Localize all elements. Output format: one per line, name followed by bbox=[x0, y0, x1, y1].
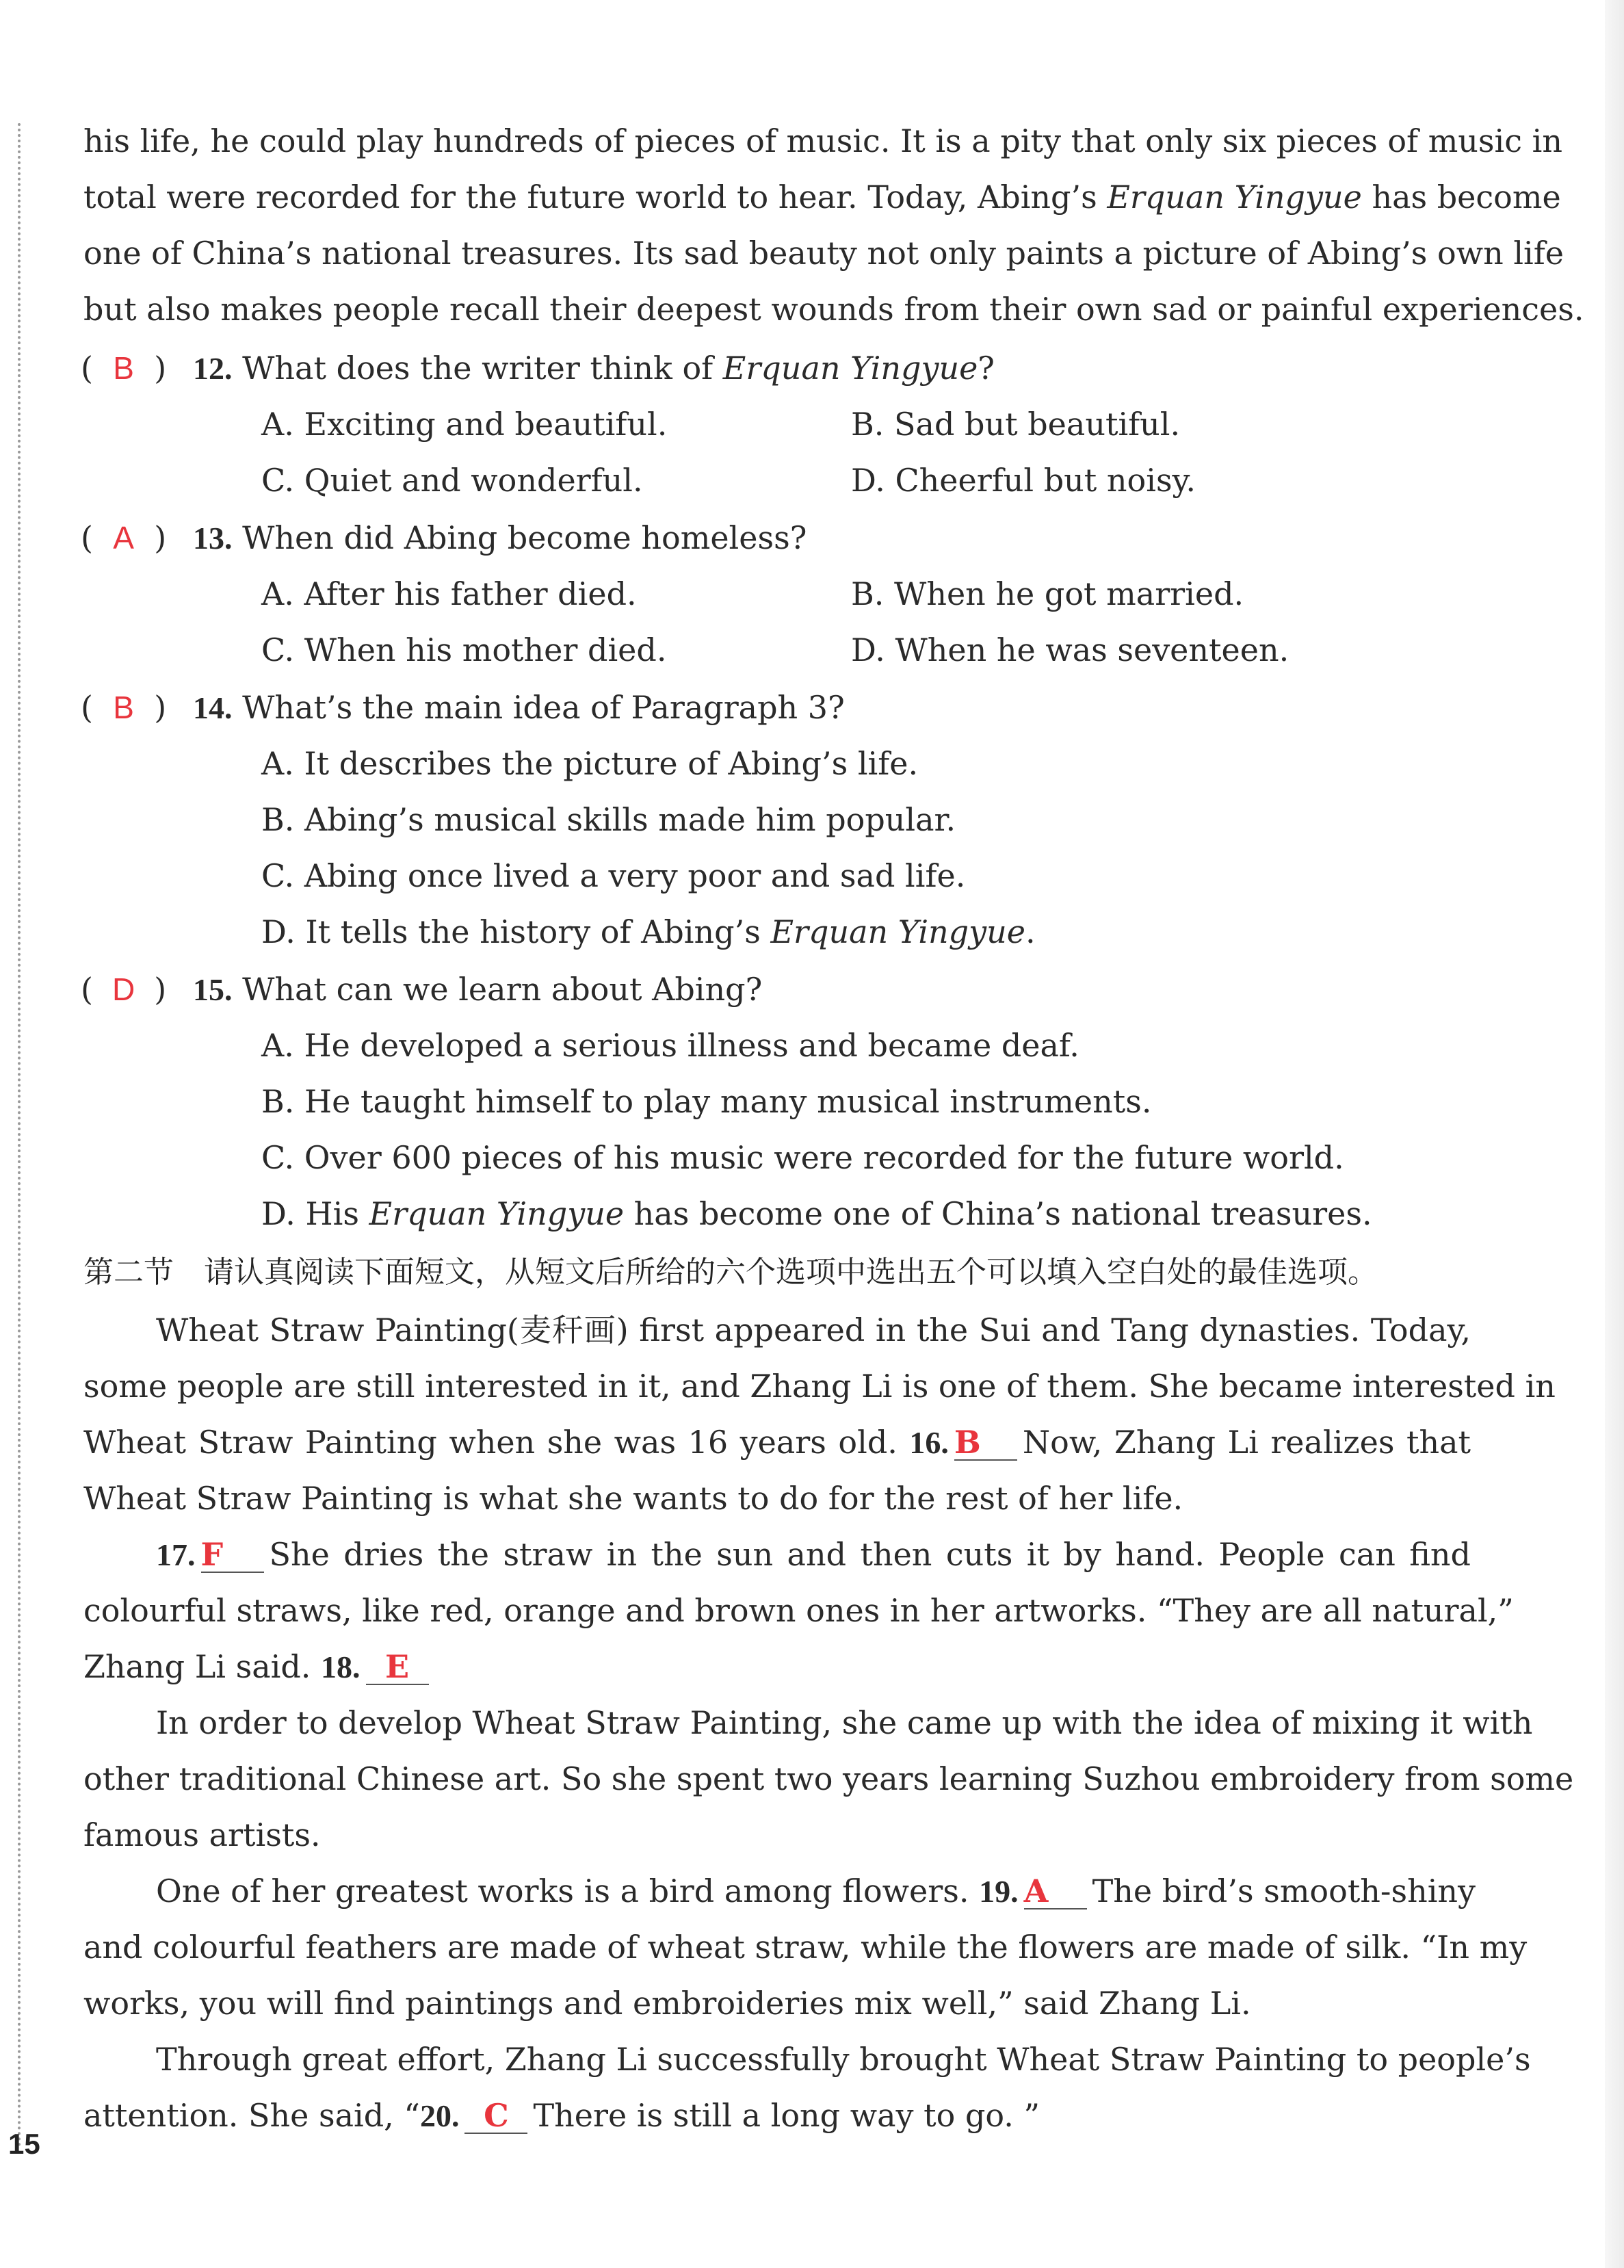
passage-line: Through great effort, Zhang Li successfully brought Wheat Straw Painting to people’s bbox=[156, 2041, 1531, 2078]
passage-line: and colourful feathers are made of wheat straw, while the flowers are made of silk. “In my bbox=[83, 1929, 1528, 1966]
option-d bbox=[261, 1193, 1372, 1234]
passage-line bbox=[83, 1422, 1471, 1463]
page-number: 15 bbox=[8, 2128, 40, 2160]
question-stem: When did Abing become homeless? bbox=[242, 519, 807, 556]
option-d bbox=[261, 911, 1036, 952]
passage-line bbox=[156, 1871, 1476, 1912]
option-d-italic: Erquan Yingyue bbox=[369, 1195, 625, 1232]
option-a: A. Exciting and beautiful. bbox=[261, 406, 668, 443]
blank-17: F bbox=[201, 1537, 264, 1573]
question-12 bbox=[193, 348, 995, 389]
passage-line bbox=[83, 1646, 1471, 1688]
passage-line: one of China’s national treasures. Its sad beauty not only paints a picture of Abing’s own life bbox=[83, 235, 1564, 272]
option-a: A. After his father died. bbox=[261, 575, 637, 612]
option-c: C. Over 600 pieces of his music were recorded for the future world. bbox=[261, 1139, 1344, 1176]
binding-margin-line bbox=[18, 123, 21, 2148]
blank-number-20: 20. bbox=[419, 2098, 460, 2133]
question-stem: What does the writer think of bbox=[242, 350, 723, 387]
text-run: Wheat Straw Painting when she was 16 years old. bbox=[83, 1424, 898, 1461]
option-d-text: D. It tells the history of Abing’s bbox=[261, 913, 771, 950]
music-title: Erquan Yingyue bbox=[1107, 179, 1362, 216]
answer-14: B bbox=[113, 690, 134, 725]
option-a: A. It describes the picture of Abing’s life. bbox=[261, 745, 919, 782]
question-number: 15. bbox=[193, 972, 233, 1007]
option-b: B. When he got married. bbox=[851, 575, 1244, 612]
passage-line: Wheat Straw Painting is what she wants to do for the rest of her life. bbox=[83, 1480, 1183, 1517]
option-a: A. He developed a serious illness and became deaf. bbox=[261, 1027, 1079, 1064]
option-d: D. Cheerful but noisy. bbox=[851, 462, 1196, 499]
option-b: B. Abing’s musical skills made him popular. bbox=[261, 801, 956, 838]
answer-13: A bbox=[113, 520, 134, 556]
question-stem-end: ? bbox=[978, 350, 995, 387]
option-c: C. When his mother died. bbox=[261, 631, 667, 668]
passage-line: famous artists. bbox=[83, 1816, 321, 1853]
option-c: C. Quiet and wonderful. bbox=[261, 462, 643, 499]
answer-bracket-14: ( B ) bbox=[81, 687, 166, 728]
question-15 bbox=[193, 969, 762, 1011]
option-d-italic: Erquan Yingyue bbox=[770, 913, 1025, 950]
text-run: Now, Zhang Li realizes that bbox=[1022, 1424, 1471, 1461]
option-b: B. Sad but beautiful. bbox=[851, 406, 1181, 443]
passage-line: some people are still interested in it, and Zhang Li is one of them. She became interested in bbox=[83, 1368, 1556, 1405]
passage-line: In order to develop Wheat Straw Painting, she came up with the idea of mixing it with bbox=[156, 1704, 1533, 1741]
section-heading: 第二节 请认真阅读下面短文，从短文后所给的六个选项中选出五个可以填入空白处的最佳选项。 bbox=[83, 1255, 1378, 1290]
question-stem: What can we learn about Abing? bbox=[242, 971, 763, 1008]
option-d-end: . bbox=[1025, 913, 1036, 950]
text-run: The bird’s smooth-shiny bbox=[1092, 1873, 1476, 1909]
passage-line: Wheat Straw Painting(麦秆画) first appeared in the Sui and Tang dynasties. Today, bbox=[156, 1312, 1471, 1348]
blank-number-16: 16. bbox=[909, 1425, 949, 1460]
blank-number-18: 18. bbox=[321, 1650, 361, 1684]
blank-16: B bbox=[954, 1425, 1017, 1461]
option-b: B. He taught himself to play many musical instruments. bbox=[261, 1083, 1152, 1120]
answer-bracket-12: ( B ) bbox=[81, 348, 166, 389]
passage-line: but also makes people recall their deepest wounds from their own sad or painful experiences. bbox=[83, 291, 1584, 328]
text-run: One of her greatest works is a bird among flowers. bbox=[156, 1873, 969, 1909]
blank-number-17: 17. bbox=[156, 1537, 196, 1572]
option-c: C. Abing once lived a very poor and sad life. bbox=[261, 857, 966, 894]
passage-line bbox=[156, 1534, 1471, 1576]
question-13 bbox=[193, 517, 807, 559]
passage-line: his life, he could play hundreds of pieces of music. It is a pity that only six pieces of music in bbox=[83, 122, 1562, 159]
question-number: 13. bbox=[193, 521, 233, 556]
text-run: There is still a long way to go. ” bbox=[533, 2097, 1040, 2134]
passage-line: other traditional Chinese art. So she spent two years learning Suzhou embroidery from some bbox=[83, 1760, 1574, 1797]
passage-line: total were recorded for the future world to hear. Today, Abing’s Erquan Yingyue has become bbox=[83, 179, 1561, 216]
text-run: attention. She said, “ bbox=[83, 2097, 420, 2134]
answer-15: D bbox=[112, 972, 135, 1007]
option-d: D. When he was seventeen. bbox=[851, 631, 1289, 668]
question-14 bbox=[193, 687, 845, 729]
text-run: She dries the straw in the sun and then cuts it by hand. People can find bbox=[269, 1536, 1471, 1573]
blank-19: A bbox=[1024, 1874, 1087, 1909]
passage-line: works, you will find paintings and embroideries mix well,” said Zhang Li. bbox=[83, 1985, 1251, 2022]
page-edge-shadow bbox=[1605, 0, 1624, 2268]
passage-line: colourful straws, like red, orange and brown ones in her artworks. “They are all natural,” bbox=[83, 1592, 1514, 1629]
question-stem: What’s the main idea of Paragraph 3? bbox=[242, 689, 845, 726]
option-d-text: D. His bbox=[261, 1195, 369, 1232]
blank-number-19: 19. bbox=[979, 1874, 1019, 1909]
blank-20: C bbox=[464, 2098, 527, 2134]
answer-12: B bbox=[113, 350, 134, 386]
blank-18: E bbox=[366, 1650, 429, 1685]
answer-bracket-13: ( A ) bbox=[81, 517, 166, 558]
answer-bracket-15: ( D ) bbox=[81, 969, 166, 1010]
question-number: 14. bbox=[193, 690, 233, 725]
passage-line bbox=[83, 2095, 1471, 2137]
option-d-end: has become one of China’s national treasures. bbox=[624, 1195, 1372, 1232]
question-number: 12. bbox=[193, 351, 233, 386]
question-stem-italic: Erquan Yingyue bbox=[722, 350, 978, 387]
text-run: Zhang Li said. bbox=[83, 1648, 311, 1685]
